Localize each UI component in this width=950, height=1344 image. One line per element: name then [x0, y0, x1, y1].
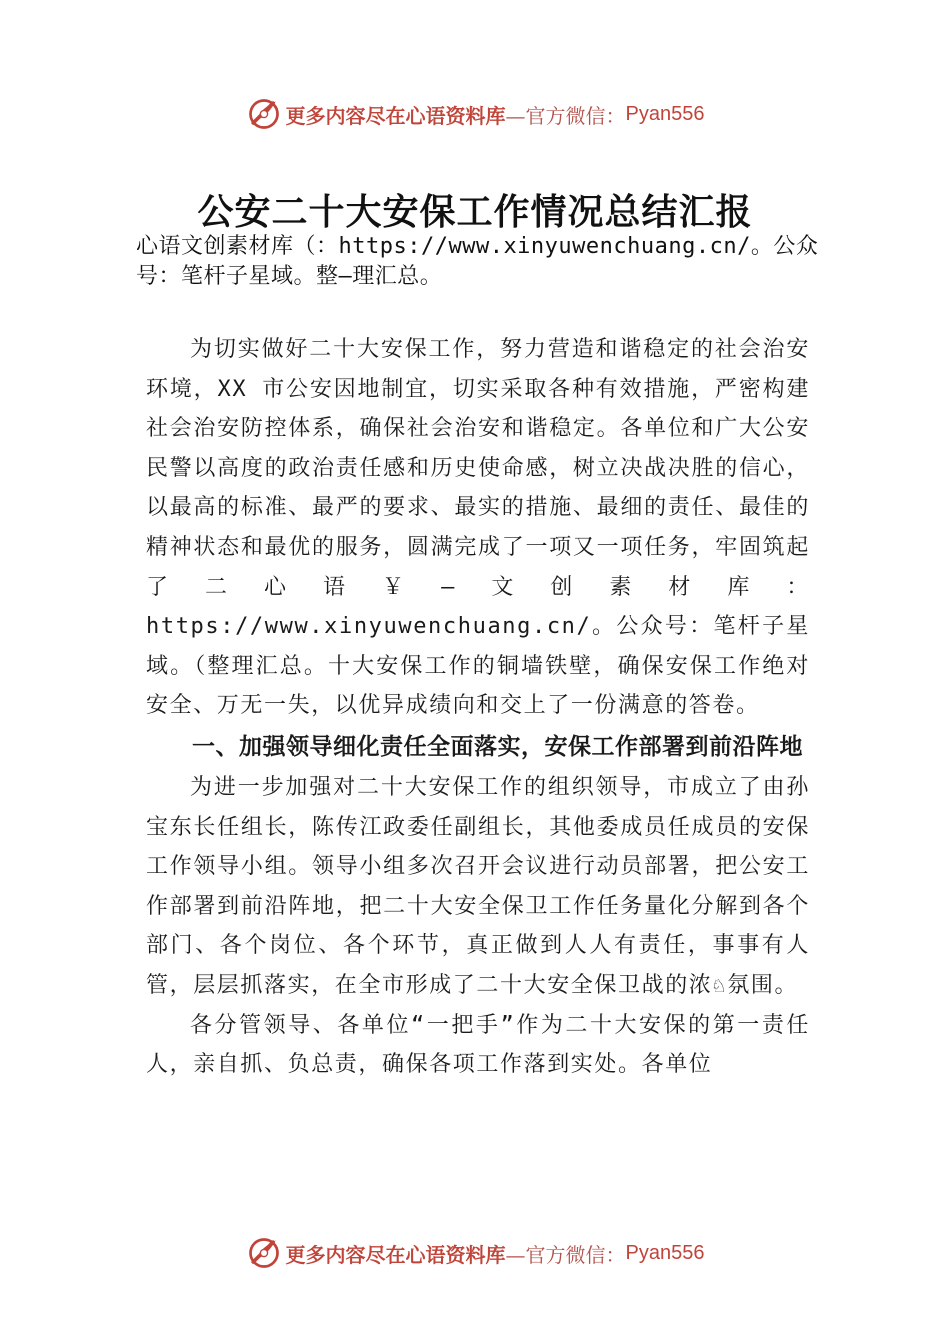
quill-logo-icon	[246, 96, 282, 132]
banner-wechat-id: Pyan556	[625, 102, 705, 125]
quill-logo-icon	[246, 1235, 282, 1271]
banner-site-name: 更多内容尽在心语资料库	[285, 1242, 506, 1267]
document-title: 公安二十大安保工作情况总结汇报	[197, 191, 753, 233]
footer-banner	[0, 1233, 950, 1273]
banner-wechat-id: Pyan556	[625, 1241, 705, 1264]
banner-wechat-label: —官方微信：	[505, 103, 626, 128]
source-line: 心语文创素材库（：https://www.xinyuwenchuang.cn/。公众号：笔杆子星域。整—理汇总。	[136, 234, 819, 289]
paragraph: 为切实做好二十大安保工作，努力营造和谐稳定的社会治安环境，XX 市公安因地制宜，切实采取各种有效措施，严密构建社会治安防控体系，确保社会治安和谐稳定。各单位和广大公安民警以高度的政治责任感和历史使命感，树立决战决胜的信心，以最高的标准、最严的要求、最实的措施、最细的责任、最佳的精神状态和最优的服务，圆满完成了一项又一项任务，牢固筑起了二心语￥—文创素材库：https://www.xinyuwenchuang.cn/。公众号：笔杆子星域。（整理汇总。十大安保工作的铜墙铁壁，确保安保工作绝对安全、万无一失，以优异成绩向和交上了一份满意的答卷。	[146, 337, 810, 719]
section-heading: 一、加强领导细化责任全面落实，安保工作部署到前沿阵地	[192, 733, 803, 760]
document-body	[146, 330, 810, 1085]
header-banner	[0, 94, 950, 134]
banner-site-name: 更多内容尽在心语资料库	[285, 103, 506, 128]
banner-wechat-label: —官方微信：	[505, 1242, 626, 1267]
paragraph: 各分管领导、各单位“一把手”作为二十大安保的第一责任人，亲自抓、负总责，确保各项工作落到实处。各单位	[146, 1012, 810, 1078]
paragraph: 为进一步加强对二十大安保工作的组织领导，市成立了由孙宝东长任组长，陈传江政委任副组长，其他委成员任成员的安保工作领导小组。领导小组多次召开会议进行动员部署，把公安工作部署到前沿阵地，把二十大安全保卫工作任务量化分解到各个部门、各个岗位、各个环节，真正做到人人有责任，事事有人管，层层抓落实，在全市形成了二十大安全保卫战的浓♘氛围。	[146, 774, 810, 998]
